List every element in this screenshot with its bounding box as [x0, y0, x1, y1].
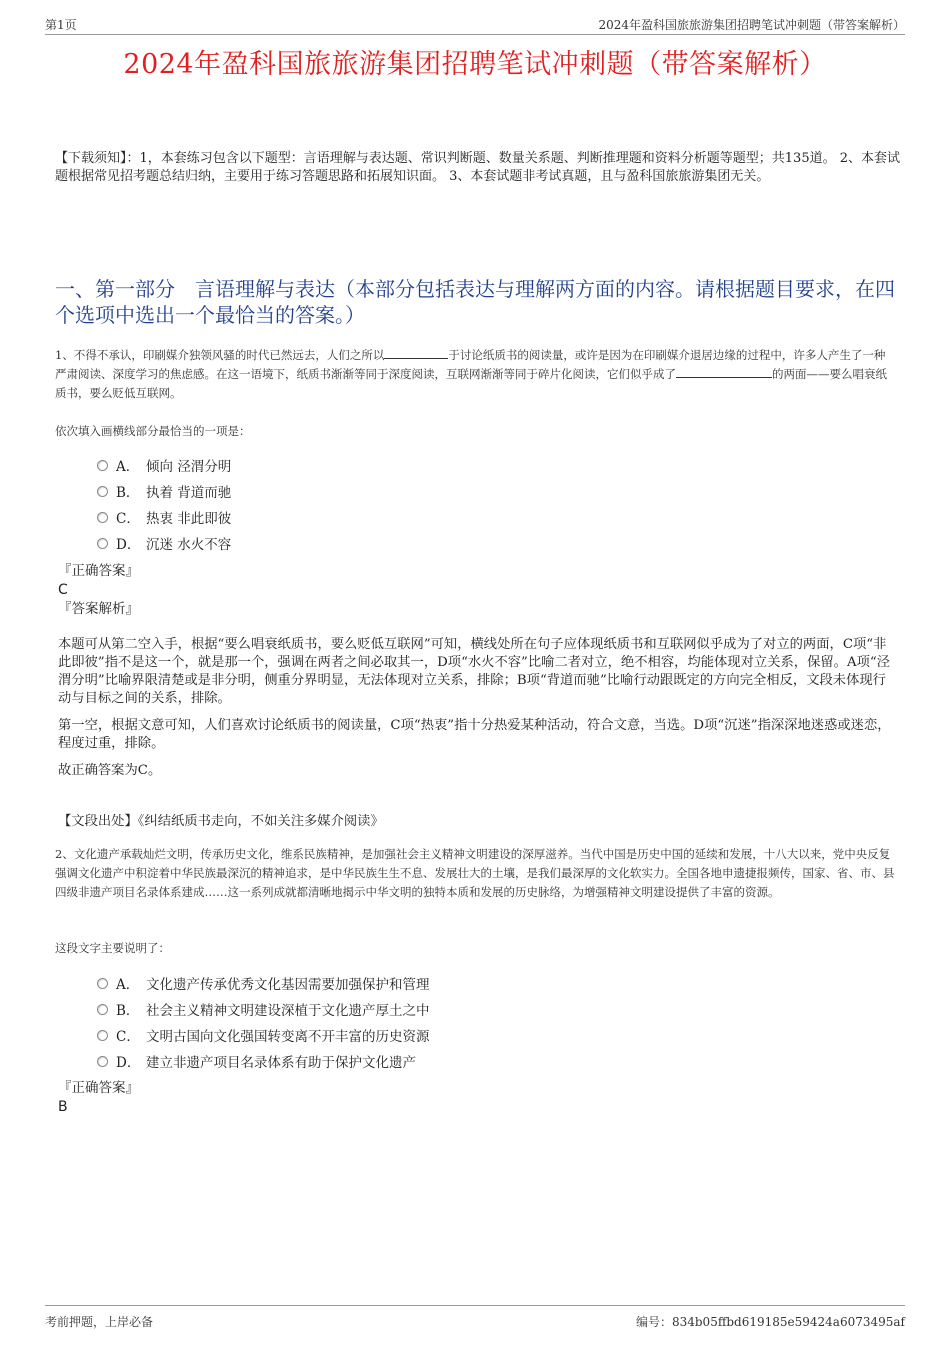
- question-2-answer: [58, 1079, 898, 1117]
- section-title: 一、第一部分 言语理解与表达（本部分包括表达与理解两方面的内容。请根据题目要求，在四个选项中选出一个最恰当的答案。）: [55, 277, 895, 327]
- question-1-analysis: [58, 636, 893, 789]
- radio-icon[interactable]: [97, 1004, 108, 1015]
- option-c[interactable]: C． 文明古国向文化强国转变离不开丰富的历史资源: [97, 1022, 877, 1048]
- option-b[interactable]: B． 社会主义精神文明建设深植于文化遗产厚土之中: [97, 996, 877, 1022]
- option-a[interactable]: A． 倾向 泾渭分明: [97, 452, 877, 478]
- analysis-paragraph: 故正确答案为C。: [58, 763, 162, 778]
- header-doc-title: 2024年盈科国旅旅游集团招聘笔试冲刺题（带答案解析）: [598, 18, 905, 32]
- answer-label: 『正确答案』: [58, 563, 139, 579]
- page-footer: [45, 1305, 905, 1330]
- option-d[interactable]: D． 沉迷 水火不容: [97, 530, 877, 556]
- question-1-options: [97, 452, 877, 556]
- option-a[interactable]: A． 文化遗产传承优秀文化基因需要加强保护和管理: [97, 970, 877, 996]
- blank-1: [384, 346, 448, 359]
- radio-icon[interactable]: [97, 460, 108, 471]
- option-c[interactable]: C． 热衷 非此即彼: [97, 504, 877, 530]
- question-1-text: [55, 346, 895, 403]
- footer-slogan: 考前押题，上岸必备: [45, 1315, 154, 1329]
- question-2-prompt: 这段文字主要说明了：: [55, 941, 170, 955]
- radio-icon[interactable]: [97, 486, 108, 497]
- radio-icon[interactable]: [97, 512, 108, 523]
- footer-code: 编号：834b05ffbd619185e59424a6073495af: [635, 1315, 905, 1329]
- question-2-text: 2、文化遗产承载灿烂文明，传承历史文化，维系民族精神，是加强社会主义精神文明建设的深厚滋养。当代中国是历史中国的延续和发展，十八大以来，党中央反复强调文化遗产中积淀着中华民族最深沉的精神追求，是中华民族生生不息、发展壮大的土壤，是我们最深厚的文化软实力。全国各地申遗捷报频传，国家、省、市、县四级非遗产项目名录体系建成……这一系列成就都清晰地揭示中华文明的独特本质和发展的历史脉络，为增强精神文明建设提供了丰富的资源。: [55, 847, 895, 899]
- question-1-part3: 的两面——要么唱衰纸质书，要么贬低互联网。: [55, 367, 887, 400]
- page-header: [45, 16, 905, 35]
- question-1-part1: 1、不得不承认，印刷媒介独领风骚的时代已然远去，人们之所以: [55, 348, 385, 362]
- radio-icon[interactable]: [97, 1056, 108, 1067]
- answer-label: 『正确答案』: [58, 1080, 139, 1096]
- analysis-paragraph: 本题可从第二空入手，根据“要么唱衰纸质书，要么贬低互联网”可知，横线处所在句子应体现纸质书和互联网似乎成为了对立的两面，C项“非此即彼”指不是这一个，就是那一个，强调在两者之间必取其一，D项“水火不容”比喻二者对立，绝不相容，均能体现对立关系，保留。A项“泾渭分明”比喻界限清楚或是非分明，侧重分界明显，无法体现对立关系，排除；B项“背道而驰”比喻行动跟既定的方向完全相反，文段未体现行动与目标之间的关系，排除。: [58, 637, 890, 706]
- answer-value: B: [58, 1099, 68, 1115]
- question-1-part2: 于讨论纸质书的阅读量，或许是因为在印刷媒介退居边缘的过程中，许多人产生了一种严肃阅读、深度学习的焦虑感。在这一语境下，纸质书渐渐等同于深度阅读，互联网渐渐等同于碎片化阅读，它们似乎成了: [55, 348, 886, 381]
- radio-icon[interactable]: [97, 1030, 108, 1041]
- analysis-label: 『答案解析』: [58, 601, 139, 617]
- question-1-source: 【文段出处】《纠结纸质书走向，不如关注多媒介阅读》: [58, 814, 384, 829]
- option-d[interactable]: D． 建立非遗产项目名录体系有助于保护文化遗产: [97, 1048, 877, 1074]
- analysis-paragraph: 第一空，根据文意可知，人们喜欢讨论纸质书的阅读量，C项“热衷”指十分热爱某种活动，符合文意，当选。D项“沉迷”指深深地迷惑或迷恋，程度过重，排除。: [58, 718, 891, 751]
- option-b[interactable]: B． 执着 背道而驰: [97, 478, 877, 504]
- page-number: 第1页: [45, 18, 77, 32]
- radio-icon[interactable]: [97, 538, 108, 549]
- blank-2: [676, 365, 772, 378]
- question-1-prompt: 依次填入画横线部分最恰当的一项是：: [55, 424, 251, 438]
- download-notice: 【下载须知】：1，本套练习包含以下题型：言语理解与表达题、常识判断题、数量关系题、判断推理题和资料分析题等题型；共135道。 2、本套试题根据常见招考题总结归纳，主要用于练习答题思路和拓展知识面。 3、本套试题非考试真题，且与盈科国旅旅游集团无关。: [55, 151, 900, 184]
- question-2-options: [97, 970, 877, 1074]
- radio-icon[interactable]: [97, 978, 108, 989]
- document-title: 2024年盈科国旅旅游集团招聘笔试冲刺题（带答案解析）: [123, 49, 827, 80]
- question-1-answer: [58, 562, 898, 619]
- answer-value: C: [58, 582, 68, 598]
